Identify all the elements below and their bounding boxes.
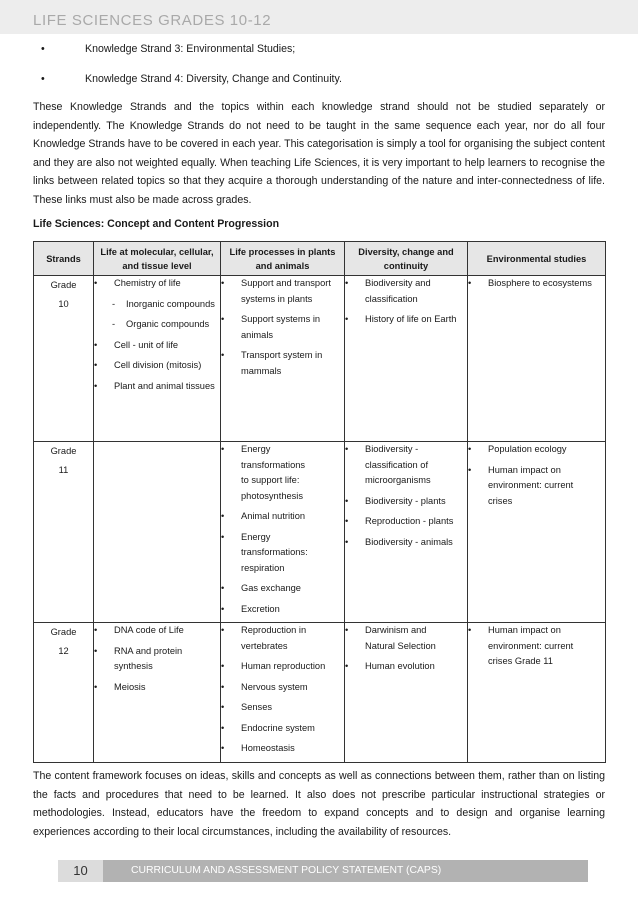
header-environmental: Environmental studies bbox=[468, 242, 606, 276]
list-item: • Darwinism and Natural Selection bbox=[345, 625, 436, 651]
table-cell bbox=[94, 276, 221, 442]
list-item bbox=[33, 43, 603, 73]
table-row bbox=[34, 623, 606, 763]
list-item: • Energy transformations: respiration bbox=[221, 531, 308, 573]
list-item: • Meiosis bbox=[94, 681, 146, 692]
body-paragraph-strands: These Knowledge Strands and the topics within each knowledge strand should not be studied separately or independently. The Knowledge Strands do not need to be taught in the same sequence each year, nor do all four Knowledge Strands have to be covered in each year. This categorisation is simply a tool for organising the subject content and they are also not weighted equally. When teaching Life Sciences, it is very important to help learners to recognise the links between related topics so that they acquire a thorough understanding of the nature and inter-connectedness of life. These links must also be made across grades. bbox=[33, 101, 605, 206]
list-item: • Human reproduction bbox=[221, 661, 326, 671]
list-item: • Reproduction - plants bbox=[345, 516, 454, 526]
list-item: • DNA code of Life bbox=[94, 625, 184, 635]
list-item: • Human impact on environment: current crises Grade 11 bbox=[468, 625, 574, 666]
list-item-text: Knowledge Strand 4: Diversity, Change and Continuity. bbox=[85, 73, 342, 85]
list-item: • Chemistry of life bbox=[94, 278, 181, 288]
list-item: • Energy transformations to support life: photosynthesis bbox=[221, 444, 306, 501]
list-item: • Reproduction in vertebrates bbox=[221, 625, 307, 651]
table-cell bbox=[468, 442, 606, 623]
header-molecular-level: Life at molecular, cellular, and tissue level bbox=[94, 242, 221, 276]
list-item: • Biodiversity - animals bbox=[345, 536, 453, 547]
list-item: • Homeostasis bbox=[221, 743, 295, 753]
sub-list-item: - Inorganic compounds bbox=[112, 298, 215, 309]
strand-cell bbox=[34, 442, 94, 623]
list-item: • History of life on Earth bbox=[345, 314, 457, 324]
table-cell bbox=[221, 442, 345, 623]
list-item: • Human evolution bbox=[345, 661, 435, 671]
table-cell bbox=[345, 623, 468, 763]
page-header-title: LIFE SCIENCES GRADES 10-12 bbox=[33, 12, 272, 29]
list-item: • Endocrine system bbox=[221, 722, 315, 733]
list-item: • Biodiversity - plants bbox=[345, 495, 446, 506]
grade-label: Grade 10 bbox=[50, 280, 77, 309]
page-header-band bbox=[0, 0, 638, 34]
table-row bbox=[34, 442, 606, 623]
body-paragraph-framework: The content framework focuses on ideas, skills and concepts as well as connections between them, rather than on listing the facts and procedures that need to be learned. It also does not prescribe particular instructional strategies or methodologies. Instead, educators have the freedom to expand concepts and to design and organise learning experiences according to their local circumstances, including the availability of resources. bbox=[33, 770, 605, 838]
list-item: • Biodiversity - classification of microorganisms bbox=[345, 444, 431, 485]
content-progression-table bbox=[33, 241, 606, 763]
header-diversity: Diversity, change and continuity bbox=[345, 242, 468, 276]
list-item: • Excretion bbox=[221, 603, 280, 614]
strand-cell bbox=[34, 276, 94, 442]
list-item: • RNA and protein synthesis bbox=[94, 645, 183, 671]
table-cell bbox=[468, 276, 606, 442]
list-item-text: Knowledge Strand 3: Environmental Studies; bbox=[85, 43, 296, 55]
list-item: • Nervous system bbox=[221, 681, 308, 692]
bullet-marker: • bbox=[41, 73, 45, 85]
list-item: • Support systems in animals bbox=[221, 314, 321, 340]
list-item: • Cell - unit of life bbox=[94, 339, 179, 350]
intro-bullet-list bbox=[33, 43, 603, 103]
list-item: • Support and transport systems in plants bbox=[221, 278, 331, 304]
table-row bbox=[34, 276, 606, 442]
table-cell bbox=[221, 623, 345, 763]
table-cell bbox=[468, 623, 606, 763]
table-cell bbox=[94, 623, 221, 763]
table-header-row bbox=[34, 242, 606, 276]
list-item: • Transport system in mammals bbox=[221, 350, 323, 376]
strand-cell bbox=[34, 623, 94, 763]
list-item: • Senses bbox=[221, 702, 273, 712]
bullet-marker: • bbox=[41, 43, 45, 55]
sub-list-item: - Organic compounds bbox=[112, 319, 210, 329]
list-item: • Human impact on environment: current crises bbox=[468, 464, 574, 506]
list-item: • Biodiversity and classification bbox=[345, 278, 431, 304]
table-cell bbox=[221, 276, 345, 442]
grade-label: Grade 12 bbox=[50, 627, 77, 656]
section-heading: Life Sciences: Concept and Content Progression bbox=[33, 218, 280, 230]
grade-label: Grade 11 bbox=[50, 446, 77, 475]
list-item: • Biosphere to ecosystems bbox=[468, 278, 592, 288]
list-item: • Cell division (mitosis) bbox=[94, 360, 202, 370]
header-strands: Strands bbox=[34, 242, 94, 276]
list-item: • Animal nutrition bbox=[221, 511, 306, 521]
header-life-processes: Life processes in plants and animals bbox=[221, 242, 345, 276]
table-cell-empty bbox=[94, 442, 221, 623]
list-item: • Plant and animal tissues bbox=[94, 380, 215, 391]
page-number: 10 bbox=[58, 860, 103, 882]
footer-title: CURRICULUM AND ASSESSMENT POLICY STATEMENT (CAPS) bbox=[131, 865, 442, 876]
table-cell bbox=[345, 442, 468, 623]
list-item: • Population ecology bbox=[468, 444, 567, 454]
list-item: • Gas exchange bbox=[221, 583, 301, 593]
table-cell bbox=[345, 276, 468, 442]
